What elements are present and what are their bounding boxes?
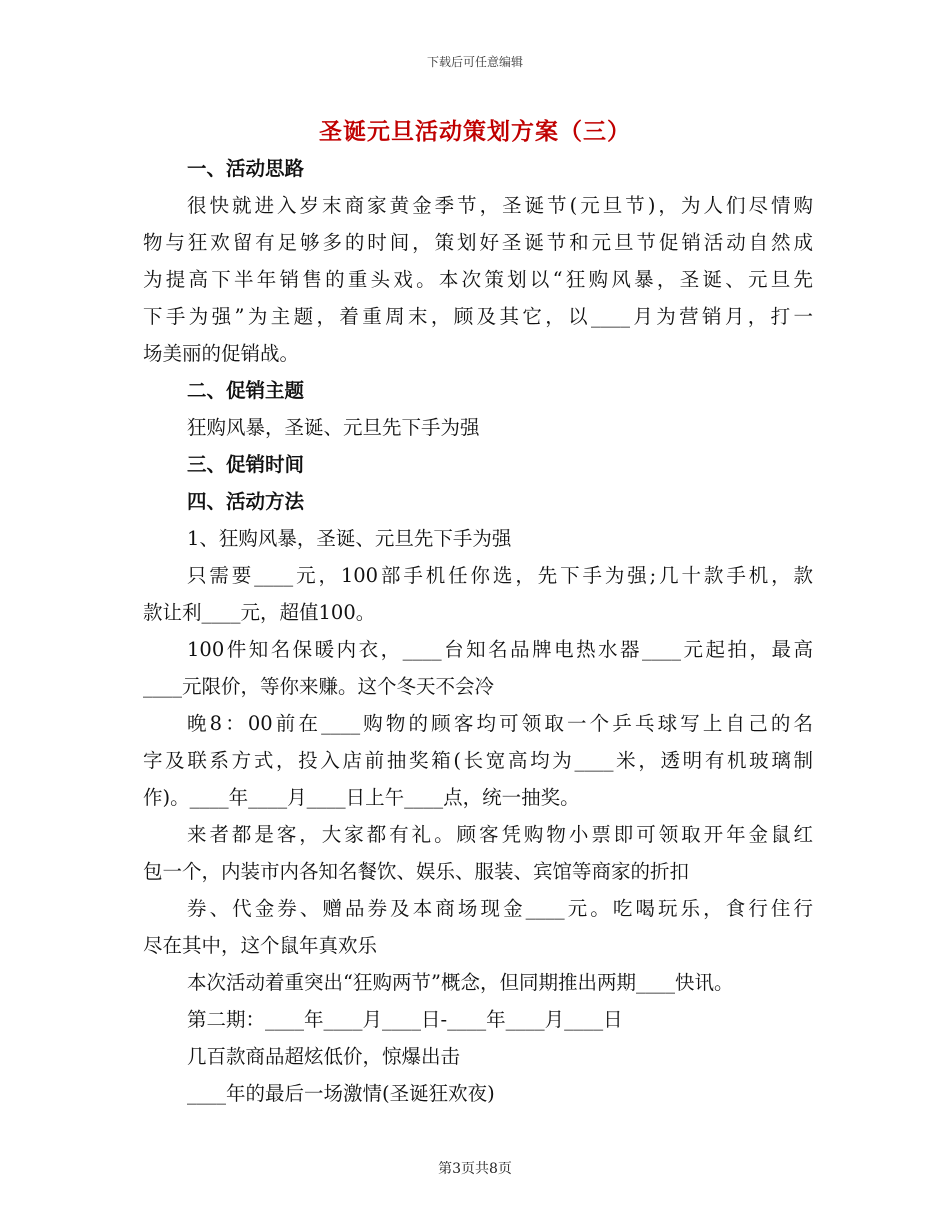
paragraph-line: ____年的最后一场激情(圣诞狂欢夜) xyxy=(187,1082,495,1105)
page-footer: 第3页共8页 xyxy=(438,1161,512,1177)
page-header: 下载后可任意编辑 xyxy=(426,55,523,69)
section-heading: 四、活动方法 xyxy=(187,490,305,513)
paragraph-line: 作)。____年____月____日上午____点，统一抽奖。 xyxy=(143,786,580,809)
paragraph-line: 晚8：00前在____购物的顾客均可领取一个乒乓球写上自己的名 xyxy=(187,712,813,735)
paragraph-line: 下手为强”为主题，着重周末，顾及其它，以____月为营销月，打一 xyxy=(143,305,813,328)
paragraph-line: 物与狂欢留有足够多的时间，策划好圣诞节和元旦节促销活动自然成 xyxy=(143,231,813,254)
section-heading: 一、活动思路 xyxy=(187,157,305,180)
paragraph-line: 几百款商品超炫低价，惊爆出击 xyxy=(187,1045,461,1068)
paragraph-line: 券、代金券、赠品券及本商场现金____元。吃喝玩乐，食行住行 xyxy=(187,897,813,920)
paragraph-line: 很快就进入岁末商家黄金季节，圣诞节(元旦节)，为人们尽情购 xyxy=(187,194,813,217)
paragraph-line: 第二期：____年____月____日-____年____月____日 xyxy=(187,1008,623,1031)
document-body xyxy=(143,150,813,1112)
section-heading: 三、促销时间 xyxy=(187,453,305,476)
paragraph-line: 只需要____元，100部手机任你选，先下手为强;几十款手机，款 xyxy=(187,564,813,587)
paragraph-line: 场美丽的促销战。 xyxy=(143,342,300,365)
paragraph-line: 字及联系方式，投入店前抽奖箱(长宽高均为____米，透明有机玻璃制 xyxy=(143,749,813,772)
paragraph-line: 为提高下半年销售的重头戏。本次策划以“狂购风暴，圣诞、元旦先 xyxy=(143,268,813,291)
document-title: 圣诞元旦活动策划方案（三） xyxy=(319,118,631,145)
paragraph-line: 款让利____元，超值100。 xyxy=(143,601,376,624)
paragraph-line: 100件知名保暖内衣，____台知名品牌电热水器____元起拍，最高 xyxy=(187,638,813,661)
list-item: 1、狂购风暴，圣诞、元旦先下手为强 xyxy=(187,527,512,550)
paragraph-line: 尽在其中，这个鼠年真欢乐 xyxy=(143,934,378,957)
paragraph-line: 包一个，内装市内各知名餐饮、娱乐、服装、宾馆等商家的折扣 xyxy=(143,860,690,883)
paragraph-line: 来者都是客，大家都有礼。顾客凭购物小票即可领取开年金鼠红 xyxy=(187,823,813,846)
section-heading: 二、促销主题 xyxy=(187,379,305,402)
paragraph-line: 狂购风暴，圣诞、元旦先下手为强 xyxy=(187,416,480,439)
paragraph-line: 本次活动着重突出“狂购两节”概念，但同期推出两期____快讯。 xyxy=(187,971,734,994)
paragraph-line: ____元限价，等你来赚。这个冬天不会冷 xyxy=(143,675,495,698)
